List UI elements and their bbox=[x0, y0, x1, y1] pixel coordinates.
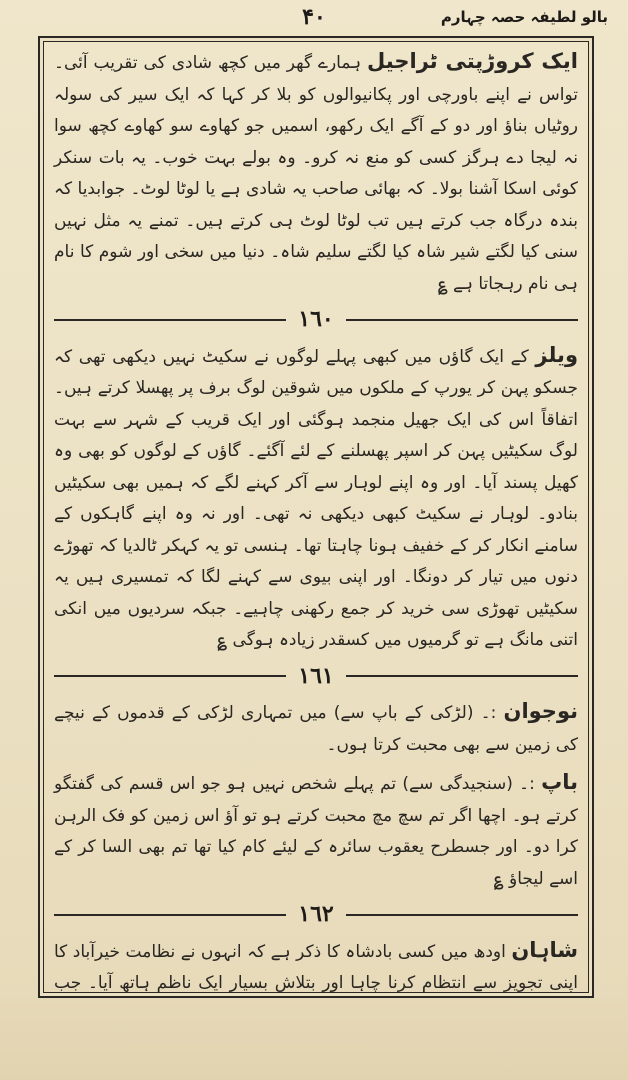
page-bottom-margin bbox=[0, 998, 628, 1080]
section-divider bbox=[54, 661, 578, 693]
dialogue-text: :۔ (لڑکی کے باپ سے) میں تمہاری لڑکی کے قدموں کے نیچے کی زمین سے بھی محبت کرتا ہوں۔ bbox=[54, 703, 578, 755]
running-title: بالو لطیفہ حصہ چہارم bbox=[440, 8, 608, 26]
anecdote-number: ١٦٠ bbox=[298, 306, 334, 332]
anecdote-text: کے ایک گاؤں میں کبھی پہلے لوگوں نے سکیٹ نہیں دیکھی تھی کہ جسکو پہن کر یورپ کے ملکوں میں شوقین لوگ برف پر پھسلا کرتے ہیں۔ اتفاقاً اس کی ایک جھیل منجمد ہوگئی اور ایک قریب کے شہر سے بہت لوگ سکیٹیں پہن کر اسپر پھسلنے کے لئے آگئے۔ گاؤں کے لوگوں کو بھی وہ کھیل پسند آیا۔ اور وہ اپنے لوہار سے آکر کہنے لگے کہ ہمیں بھی سکیٹیں بنادو۔ لوہار نے سکیٹ کبھی دیکھی نہ تھی۔ اور نہ وہ اپنے گاہکوں کے سامنے انکار کر کے خفیف ہونا چاہتا تھا۔ ہنسی تو یہ کہکر ٹالدیا کہ تھوڑے دنوں میں تیار کر دونگا۔ اور اپنی بیوی سے کہنے لگا کہ تمسیری ہیں یہ سکیٹیں تھوڑی سی خرید کر جمع رکھنی چاہیے۔ جبکہ سردیوں میں انکی اتنی مانگ ہے تو گرمیوں میں کسقدر زیادہ ہوگی ؏ bbox=[54, 346, 578, 650]
section-divider bbox=[54, 304, 578, 336]
anecdote-lead: ایک کروڑپتی ٹراجیل bbox=[367, 49, 578, 73]
divider-rule bbox=[346, 319, 578, 321]
anecdote-lead: ویلز bbox=[535, 342, 578, 367]
divider-rule bbox=[54, 319, 286, 321]
text-body bbox=[54, 46, 578, 993]
dialogue-line bbox=[54, 696, 578, 761]
divider-rule bbox=[346, 675, 578, 677]
page-number: ۴۰ bbox=[302, 4, 326, 30]
page-border-frame bbox=[38, 36, 594, 998]
divider-rule bbox=[54, 675, 286, 677]
divider-rule bbox=[346, 914, 578, 916]
anecdote-text: ہمارے گھر میں کچھ شادی کی تقریب آئی۔ تواس نے اپنے باورچی اور پکانیوالوں کو بلا کر کہا کہ ایک سیر کی سولہ روٹیاں بناؤ اور دو کے آگے ایک رکھو، اسمیں جو کھاوے سو کھاوے کچھ سوا نہ لیجا دے ہرگز کسی کو منع نہ کرو۔ وہ بولے بہت خوب۔ یہ بات سنکر کوئی اسکا آشنا بولا۔ کہ بھائی صاحب یہ شادی ہے یا لوٹا لوٹ۔ جوابدیا کہ بندہ درگاہ جب کرتے ہیں تب لوٹا لوٹ ہی کرتے ہیں۔ تمنے یہ مثل نہیں سنی کیا لگتے شیر شاہ کیا لگتے سلیم شاہ۔ دنیا میں سخی اور شوم کا نام ہی نام رہجاتا ہے ؏ bbox=[54, 53, 578, 294]
divider-rule bbox=[54, 914, 286, 916]
anecdote-number: ١٦١ bbox=[298, 662, 334, 689]
anecdote-text: اودھ میں کسی بادشاہ کا ذکر ہے کہ انہوں نے نظامت خیرآباد کا اپنی تجویز سے انتظام کرنا چاہا اور بتلاش بسیار ایک ناظم ہاتھ آیا۔ جب bbox=[54, 941, 578, 993]
anecdote-159 bbox=[54, 46, 578, 300]
speaker-name: باپ bbox=[541, 770, 578, 794]
anecdote-lead: شاہان bbox=[511, 937, 578, 962]
section-divider bbox=[54, 899, 578, 931]
anecdote-number: ١٦٢ bbox=[298, 901, 334, 927]
dialogue-text: :۔ (سنجیدگی سے) تم پہلے شخص نہیں ہو جو اس قسم کی گفتگو کرتے ہو۔ اچھا اگر تم سچ مچ محبت کرتے ہو تو آؤ اس زمین کو فک الرہن کرا دو۔ اور جسطرح یعقوب سائرہ کے لیئے کام کیا تھا تم بھی السا کر کے اسے لیجاؤ ؏ bbox=[54, 774, 578, 889]
dialogue-line bbox=[54, 767, 578, 895]
speaker-name: نوجوان bbox=[503, 699, 578, 723]
anecdote-160 bbox=[54, 340, 578, 657]
page-header bbox=[20, 4, 608, 34]
